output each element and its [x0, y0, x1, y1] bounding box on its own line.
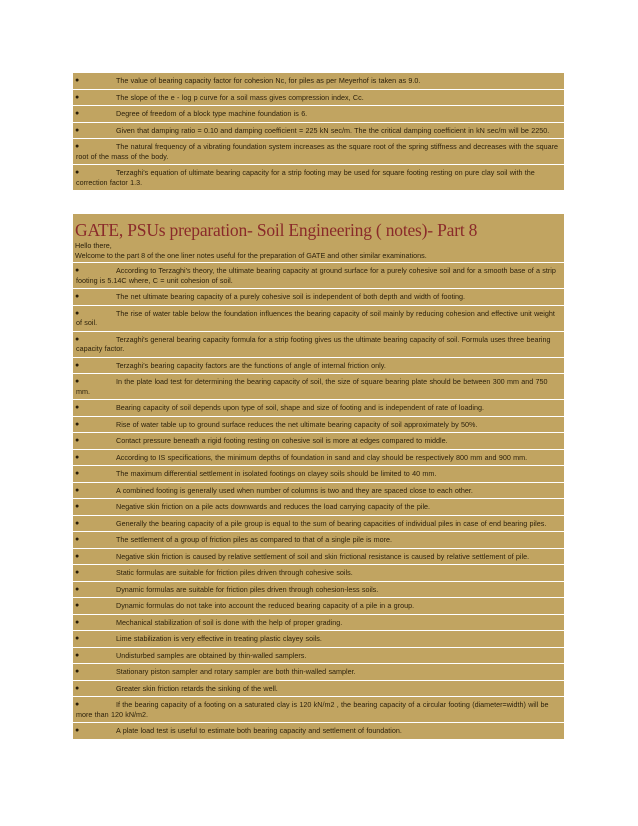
bullet-icon: ●	[75, 470, 80, 477]
bullet-icon: ●	[75, 684, 80, 692]
list-item	[73, 648, 564, 665]
list-item-text: Negative skin friction on a pile acts downwards and reduces the load carrying capacity of the pile.	[116, 502, 431, 511]
list-item-text: Negative skin friction is caused by relative settlement of soil and skin frictional resistance is caused by relative settlement of pile.	[116, 551, 530, 561]
list-item	[73, 400, 564, 417]
bullet-icon: ●	[75, 110, 80, 117]
list-item-text: Mechanical stabilization of soil is done with the help of proper grading.	[116, 617, 343, 627]
list-item	[73, 450, 564, 467]
bullet-icon: ●	[75, 668, 80, 675]
bullet-icon: ●	[75, 651, 80, 659]
bullet-icon: ●	[75, 267, 80, 274]
list-item	[73, 106, 564, 123]
list-item	[73, 433, 564, 450]
list-item	[73, 90, 564, 107]
list-item	[73, 681, 564, 698]
list-item-text: Terzaghi’s equation of ultimate bearing capacity for a strip footing may be used for square footing resting on pure clay soil with the correction factor 1.3.	[76, 168, 535, 187]
list-item-text: Terzaghi's general bearing capacity formula for a strip footing gives us the ultimate bearing capacity of soil. Formula uses three bearing capacity factor.	[76, 334, 551, 353]
list-item	[73, 483, 564, 500]
bullet-icon: ●	[75, 519, 80, 527]
list-item	[73, 289, 564, 306]
bullet-icon: ●	[75, 361, 80, 369]
bullet-icon: ●	[75, 126, 80, 134]
list-item-text: Rise of water table up to ground surface reduces the net ultimate bearing capacity of soil approximately by 50%.	[116, 419, 478, 429]
list-item	[73, 358, 564, 375]
bullet-icon: ●	[75, 437, 80, 444]
list-item-text: The settlement of a group of friction piles as compared to that of a single pile is more.	[116, 535, 392, 544]
list-item-text: According to IS specifications, the minimum depths of foundation in sand and clay should be respectively 800 mm and 900 mm.	[116, 452, 528, 462]
bullet-icon: ●	[75, 309, 80, 317]
bullet-icon: ●	[75, 404, 80, 411]
list-item	[73, 664, 564, 681]
list-item	[73, 532, 564, 549]
list-item-text: Generally the bearing capacity of a pile group is equal to the sum of bearing capacities of individual piles in case of end bearing piles.	[116, 518, 547, 528]
list-item	[73, 615, 564, 632]
list-item	[73, 466, 564, 483]
post-title[interactable]: GATE, PSUs preparation- Soil Engineering ( notes)- Part 8	[75, 220, 478, 240]
list-item	[73, 165, 564, 191]
list-item-text: The rise of water table below the foundation influences the bearing capacity of soil mainly by reducing cohesion and effective unit weight of soil.	[76, 308, 555, 327]
notes-list	[73, 263, 564, 740]
list-item-text: Dynamic formulas are suitable for friction piles driven through cohesion-less soils.	[116, 584, 379, 594]
bullet-icon: ●	[75, 618, 80, 626]
list-item-text: If the bearing capacity of a footing on a saturated clay is 120 kN/m2 , the bearing capacity of a circular footing (diameter=width) will be more than 120 kN/m2.	[76, 700, 549, 719]
list-item	[73, 516, 564, 533]
bullet-icon: ●	[75, 293, 80, 300]
list-item-text: Bearing capacity of soil depends upon type of soil, shape and size of footing and is independent of rate of loading.	[116, 403, 485, 412]
intro-text: Welcome to the part 8 of the one liner notes useful for the preparation of GATE and other similar examinations.	[73, 251, 564, 264]
list-item	[73, 139, 564, 165]
bullet-icon: ●	[75, 169, 80, 176]
list-item-text: According to Terzaghi's theory, the ultimate bearing capacity at ground surface for a purely cohesive soil and for a smooth base of a strip footing is 5.14C where, C = unit cohesion of soil.	[76, 266, 556, 285]
bullet-icon: ●	[75, 585, 80, 593]
bullet-icon: ●	[75, 335, 80, 343]
list-item	[73, 332, 564, 358]
bullet-icon: ●	[75, 569, 80, 576]
list-item-text: Dynamic formulas do not take into account the reduced bearing capacity of a pile in a group.	[116, 601, 415, 610]
notes-block-part8	[73, 214, 564, 740]
list-item-text: Greater skin friction retards the sinking of the well.	[116, 683, 278, 693]
list-item-text: The net ultimate bearing capacity of a purely cohesive soil is independent of both depth and width of footing.	[116, 292, 466, 301]
list-item-text: The maximum differential settlement in isolated footings on clayey soils should be limited to 40 mm.	[116, 469, 437, 478]
list-item	[73, 582, 564, 599]
list-item-text: Stationary piston sampler and rotary sampler are both thin-walled sampler.	[116, 667, 356, 676]
list-item	[73, 598, 564, 615]
bullet-icon: ●	[75, 486, 80, 494]
list-item-text: Static formulas are suitable for friction piles driven through cohesive soils.	[116, 568, 353, 577]
bullet-icon: ●	[75, 420, 80, 428]
list-item	[73, 263, 564, 289]
list-item	[73, 374, 564, 400]
greeting-text: Hello there,	[75, 241, 112, 250]
bullet-icon: ●	[75, 77, 80, 84]
list-item-text: Degree of freedom of a block type machine foundation is 6.	[116, 109, 308, 118]
list-item	[73, 631, 564, 648]
list-item	[73, 549, 564, 566]
list-item	[73, 723, 564, 740]
bullet-icon: ●	[75, 701, 80, 708]
bullet-icon: ●	[75, 536, 80, 543]
list-item-text: Terzaghi’s bearing capacity factors are the functions of angle of internal friction only.	[116, 360, 386, 370]
list-item-text: Undisturbed samples are obtained by thin-walled samplers.	[116, 650, 307, 660]
list-item	[73, 565, 564, 582]
list-item-text: The slope of the e - log p curve for a soil mass gives compression index, Cc.	[116, 92, 364, 102]
list-item-text: A combined footing is generally used when number of columns is two and they are spaced close to each other.	[116, 485, 473, 495]
list-item-text: The natural frequency of a vibrating foundation system increases as the square root of the spring stiffness and decreases with the square root of the mass of the body.	[76, 142, 559, 161]
bullet-icon: ●	[75, 602, 80, 609]
list-item	[73, 499, 564, 516]
list-item	[73, 123, 564, 140]
notes-block-top	[73, 73, 564, 191]
list-item	[73, 697, 564, 723]
list-item-text: Given that damping ratio = 0.10 and damping coefficient = 225 kN sec/m. The the critical damping coefficient in kN sec/m will be 2250.	[116, 125, 550, 135]
bullet-icon: ●	[75, 453, 80, 461]
bullet-icon: ●	[75, 727, 80, 734]
list-item-text: Contact pressure beneath a rigid footing resting on cohesive soil is more at edges compared to middle.	[116, 436, 448, 445]
list-item	[73, 306, 564, 332]
bullet-icon: ●	[75, 143, 80, 150]
list-item	[73, 73, 564, 90]
list-item-text: In the plate load test for determining the bearing capacity of soil, the size of square bearing plate should be between 300 mm and 750 mm.	[76, 377, 548, 396]
bullet-icon: ●	[75, 378, 80, 385]
bullet-icon: ●	[75, 93, 80, 101]
bullet-icon: ●	[75, 552, 80, 560]
list-item-text: Lime stabilization is very effective in treating plastic clayey soils.	[116, 634, 322, 643]
list-item	[73, 417, 564, 434]
bullet-icon: ●	[75, 635, 80, 642]
list-item-text: The value of bearing capacity factor for cohesion Nc, for piles as per Meyerhof is taken as 9.0.	[116, 76, 421, 85]
list-item-text: A plate load test is useful to estimate both bearing capacity and settlement of foundation.	[116, 726, 402, 735]
bullet-icon: ●	[75, 503, 80, 510]
